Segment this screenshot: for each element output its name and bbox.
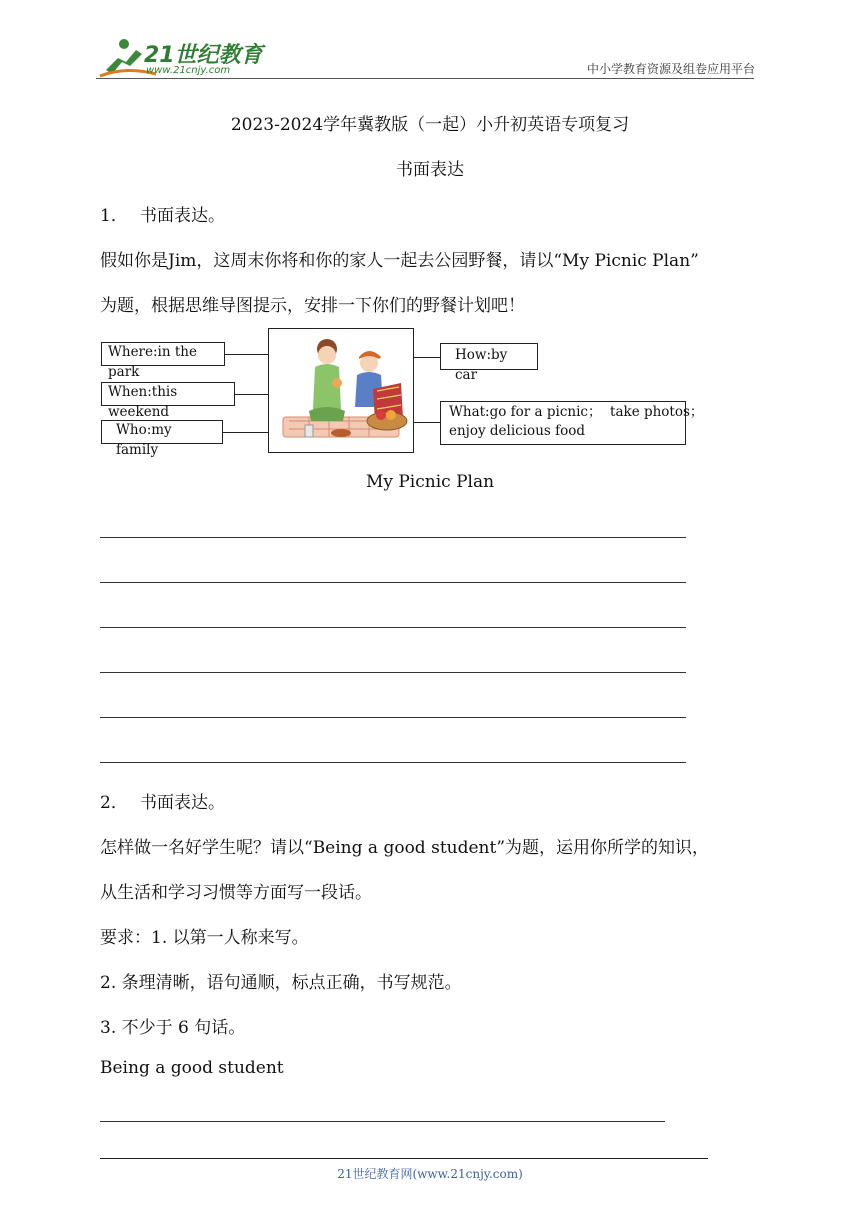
document-title: 2023-2024学年冀教版（一起）小升初英语专项复习: [230, 115, 630, 135]
picnic-children-icon: [269, 329, 413, 452]
answer-line[interactable]: [100, 762, 686, 763]
essay-title-1: My Picnic Plan: [365, 472, 495, 492]
mindmap-when-box: When:this weekend: [101, 382, 235, 406]
logo-url: www.21cnjy.com: [146, 65, 231, 76]
question-1-prompt-line-2: 为题，根据思维导图提示，安排一下你们的野餐计划吧！: [100, 296, 525, 316]
logo-text: 21世纪教育: [144, 43, 263, 68]
question-2-prompt-line-1: 怎样做一名好学生呢？请以“Being a good student”为题，运用你所学的知识，: [100, 838, 710, 858]
question-heading: 书面表达。: [140, 206, 225, 226]
mindmap-what-box: [440, 401, 704, 445]
mindmap-who-box: Who:my family: [101, 420, 223, 444]
answer-line[interactable]: [100, 717, 686, 718]
header-platform-text: 中小学教育资源及组卷应用平台: [586, 62, 755, 76]
question-number: 2．: [100, 793, 128, 813]
picnic-illustration: [268, 328, 414, 453]
connector: [414, 422, 440, 423]
answer-line[interactable]: [100, 537, 686, 538]
answer-line[interactable]: [100, 672, 686, 673]
document-subtitle: 书面表达: [396, 160, 464, 180]
footer-source-text: 21世纪教育网(www.21cnjy.com): [337, 1167, 523, 1181]
mindmap-where-box: Where:in the park: [101, 342, 225, 366]
answer-line[interactable]: [100, 1121, 665, 1122]
question-2-heading: [100, 788, 225, 813]
requirement-1: 要求：1. 以第一人称来写。: [100, 928, 309, 948]
question-2-prompt-line-2: 从生活和学习习惯等方面写一段话。: [100, 883, 372, 903]
question-heading: 书面表达。: [140, 793, 225, 813]
question-1-prompt-line-1: 假如你是Jim，这周末你将和你的家人一起去公园野餐，请以“My Picnic Plan”: [100, 251, 699, 271]
essay-title-2: Being a good student: [100, 1058, 284, 1078]
mind-map: [100, 326, 704, 458]
mindmap-what-line-1: What:go for a picnic； take photos；: [449, 404, 704, 420]
mindmap-what-line-2: enjoy delicious food: [449, 423, 585, 439]
connector: [234, 394, 268, 395]
mindmap-how-box: How:by car: [440, 343, 538, 370]
requirement-3: 3. 不少于 6 句话。: [100, 1018, 246, 1038]
connector: [224, 354, 268, 355]
header-divider: [96, 78, 754, 79]
answer-line[interactable]: [100, 627, 686, 628]
connector: [222, 432, 268, 433]
question-number: 1．: [100, 206, 128, 226]
connector: [414, 357, 440, 358]
question-1-heading: [100, 201, 225, 226]
footer-divider: [100, 1158, 708, 1159]
answer-line[interactable]: [100, 582, 686, 583]
requirement-2: 2. 条理清晰，语句通顺，标点正确，书写规范。: [100, 973, 462, 993]
logo: [96, 36, 266, 80]
